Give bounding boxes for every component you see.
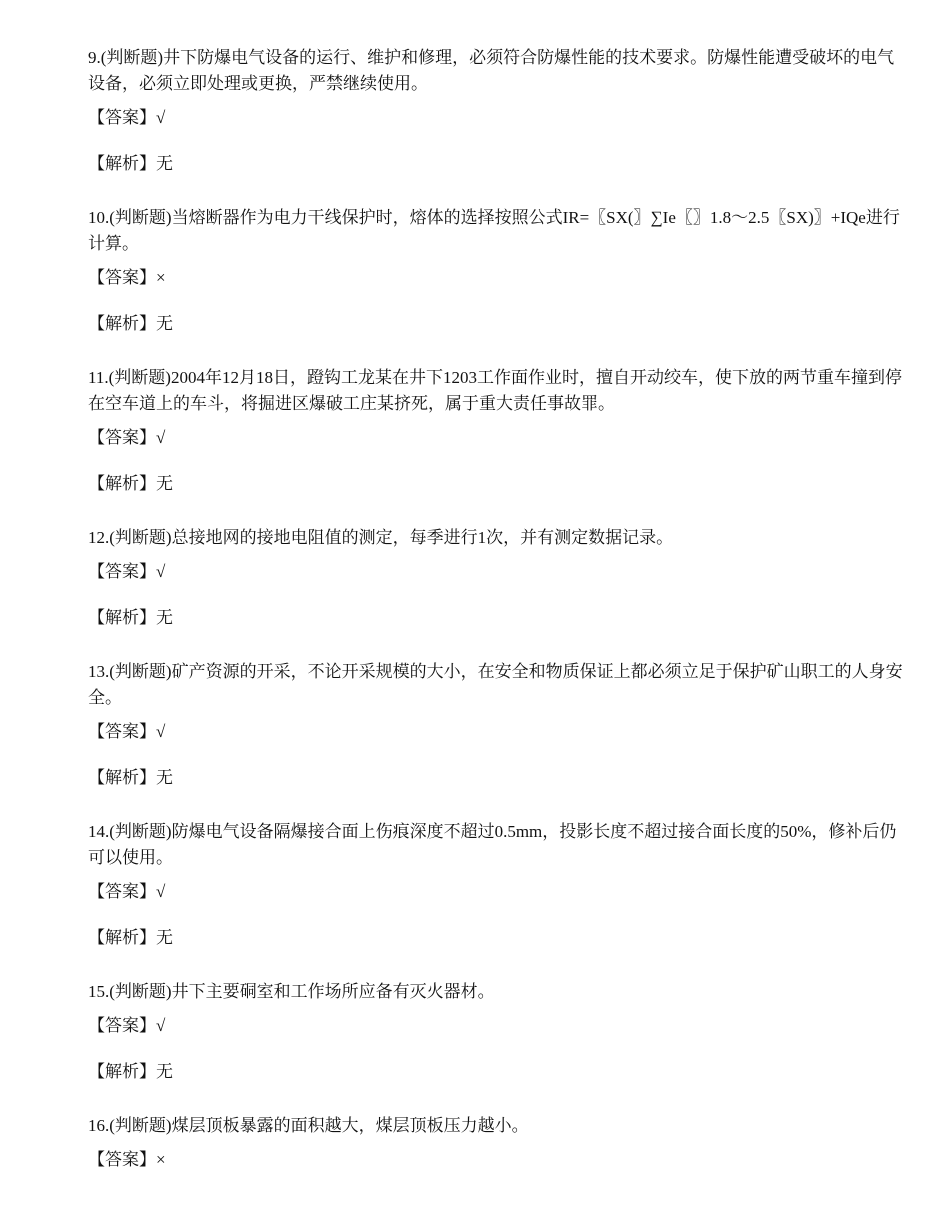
analysis-line bbox=[88, 151, 903, 177]
answer-value: √ bbox=[156, 1016, 166, 1035]
analysis-line bbox=[88, 605, 903, 631]
analysis-line bbox=[88, 1059, 903, 1085]
answer-value: √ bbox=[156, 882, 166, 901]
answer-line bbox=[88, 1147, 903, 1173]
analysis-label: 【解析】 bbox=[88, 768, 156, 787]
analysis-value: 无 bbox=[156, 608, 173, 627]
document-page bbox=[88, 45, 903, 1173]
analysis-value: 无 bbox=[156, 474, 173, 493]
question-text: 12.(判断题)总接地网的接地电阻值的测定，每季进行1次，并有测定数据记录。 bbox=[88, 528, 674, 547]
question-12 bbox=[88, 525, 903, 631]
question-text: 13.(判断题)矿产资源的开采，不论开采规模的大小，在安全和物质保证上都必须立足于保护矿山职工的人身安全。 bbox=[88, 662, 903, 707]
question-text: 9.(判断题)井下防爆电气设备的运行、维护和修理，必须符合防爆性能的技术要求。防爆性能遭受破坏的电气设备，必须立即处理或更换，严禁继续使用。 bbox=[88, 48, 895, 93]
answer-value: √ bbox=[156, 428, 166, 447]
question-text: 14.(判断题)防爆电气设备隔爆接合面上伤痕深度不超过0.5mm，投影长度不超过接合面长度的50%，修补后仍可以使用。 bbox=[88, 822, 897, 867]
analysis-label: 【解析】 bbox=[88, 474, 156, 493]
answer-label: 【答案】 bbox=[88, 268, 156, 287]
answer-line bbox=[88, 425, 903, 451]
question-text: 15.(判断题)井下主要硐室和工作场所应备有灭火器材。 bbox=[88, 982, 495, 1001]
analysis-value: 无 bbox=[156, 314, 173, 333]
question-15 bbox=[88, 979, 903, 1085]
answer-value: × bbox=[156, 1150, 166, 1169]
analysis-label: 【解析】 bbox=[88, 154, 156, 173]
analysis-value: 无 bbox=[156, 768, 173, 787]
answer-label: 【答案】 bbox=[88, 1150, 156, 1169]
question-9 bbox=[88, 45, 903, 177]
analysis-label: 【解析】 bbox=[88, 608, 156, 627]
answer-line bbox=[88, 559, 903, 585]
analysis-value: 无 bbox=[156, 1062, 173, 1081]
question-11 bbox=[88, 365, 903, 497]
answer-line bbox=[88, 879, 903, 905]
question-16 bbox=[88, 1113, 903, 1173]
question-13 bbox=[88, 659, 903, 791]
answer-value: √ bbox=[156, 562, 166, 581]
analysis-label: 【解析】 bbox=[88, 928, 156, 947]
question-text: 11.(判断题)2004年12月18日，蹬钩工龙某在井下1203工作面作业时，擅自开动绞车，使下放的两节重车撞到停在空车道上的车斗，将掘进区爆破工庄某挤死，属于重大责任事故罪。 bbox=[88, 368, 902, 413]
question-14 bbox=[88, 819, 903, 951]
analysis-label: 【解析】 bbox=[88, 314, 156, 333]
answer-label: 【答案】 bbox=[88, 882, 156, 901]
answer-line bbox=[88, 265, 903, 291]
question-text: 10.(判断题)当熔断器作为电力干线保护时，熔体的选择按照公式IR=〖SX(〗∑Ie〖〗1.8～2.5〖SX)〗+IQe进行计算。 bbox=[88, 208, 900, 253]
analysis-label: 【解析】 bbox=[88, 1062, 156, 1081]
analysis-line bbox=[88, 765, 903, 791]
answer-value: √ bbox=[156, 108, 166, 127]
answer-line bbox=[88, 719, 903, 745]
answer-line bbox=[88, 105, 903, 131]
analysis-line bbox=[88, 311, 903, 337]
answer-label: 【答案】 bbox=[88, 1016, 156, 1035]
answer-label: 【答案】 bbox=[88, 108, 156, 127]
question-10 bbox=[88, 205, 903, 337]
answer-label: 【答案】 bbox=[88, 562, 156, 581]
analysis-value: 无 bbox=[156, 928, 173, 947]
question-text: 16.(判断题)煤层顶板暴露的面积越大，煤层顶板压力越小。 bbox=[88, 1116, 529, 1135]
answer-label: 【答案】 bbox=[88, 722, 156, 741]
answer-label: 【答案】 bbox=[88, 428, 156, 447]
answer-line bbox=[88, 1013, 903, 1039]
analysis-value: 无 bbox=[156, 154, 173, 173]
analysis-line bbox=[88, 471, 903, 497]
analysis-line bbox=[88, 925, 903, 951]
answer-value: × bbox=[156, 268, 166, 287]
answer-value: √ bbox=[156, 722, 166, 741]
